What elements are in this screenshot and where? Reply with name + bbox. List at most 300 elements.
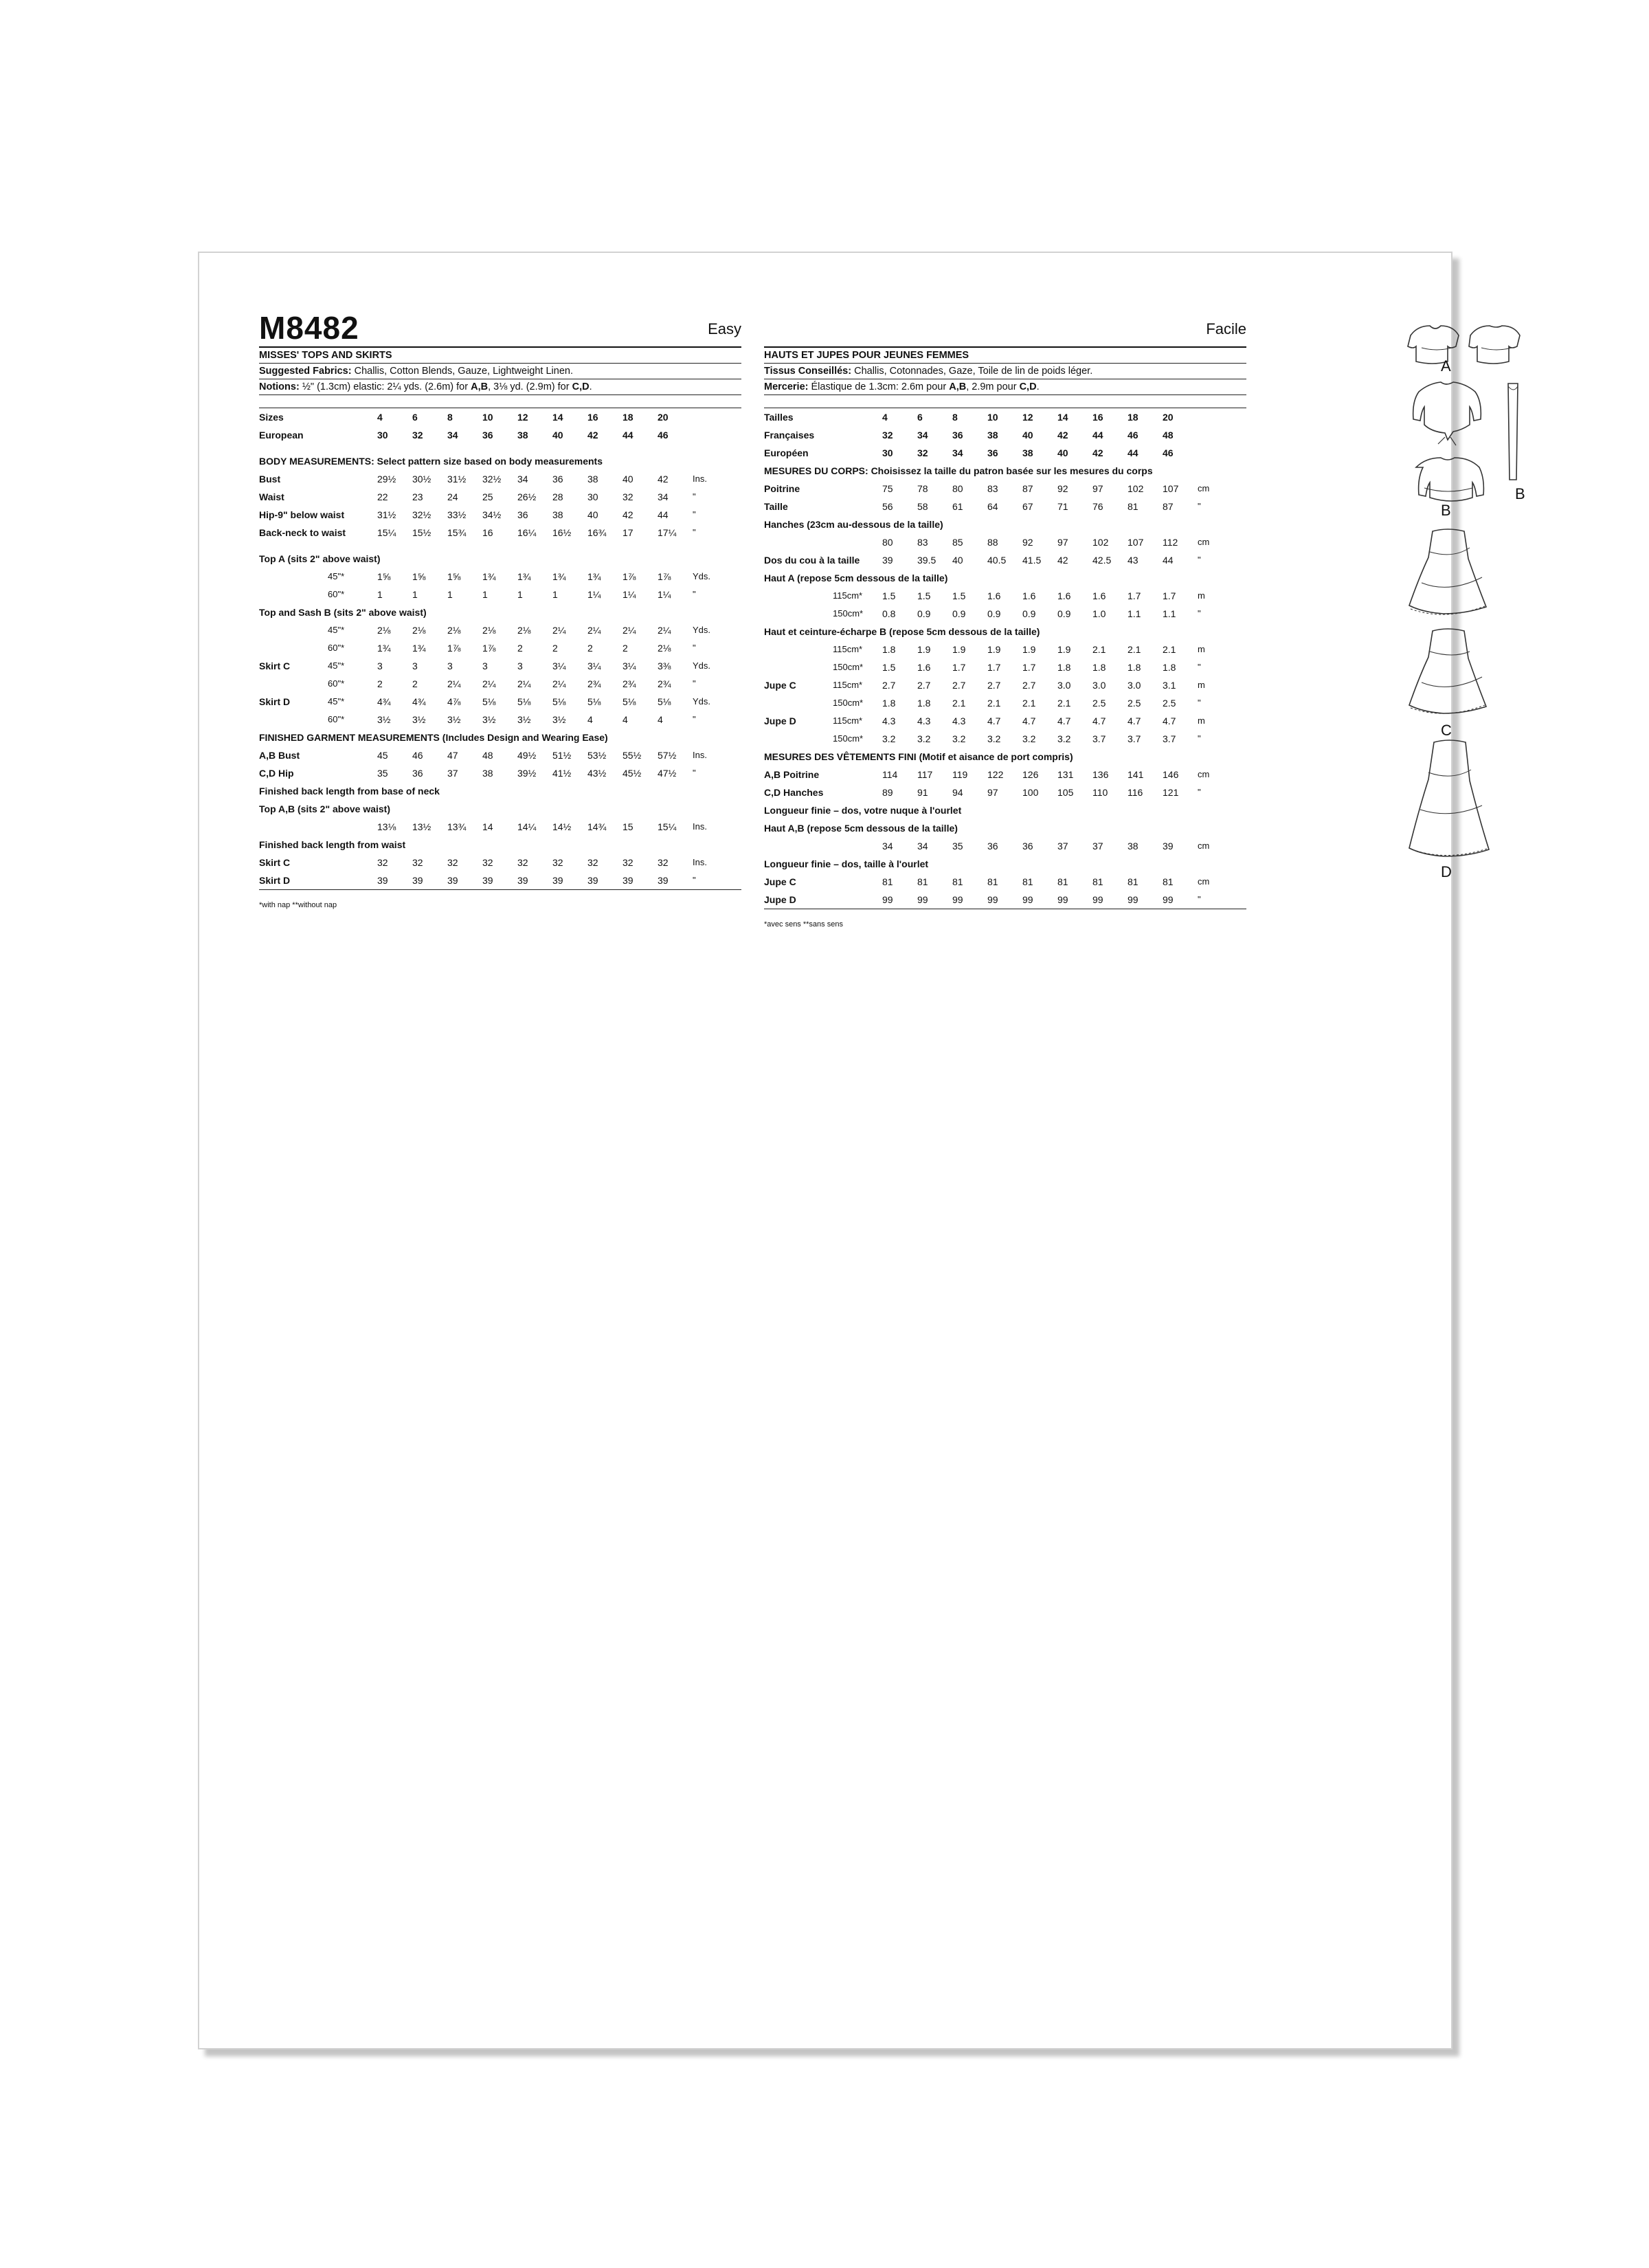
table-cell: 14 bbox=[482, 821, 493, 832]
french-column bbox=[764, 315, 1246, 929]
table-row bbox=[259, 488, 741, 506]
fabric-width bbox=[833, 891, 882, 909]
table-cell: 28 bbox=[552, 491, 563, 502]
table-row bbox=[764, 730, 1246, 748]
fabric-width: 150cm* bbox=[833, 662, 864, 672]
row-label: A,B Bust bbox=[259, 750, 300, 761]
table-cell: 30 bbox=[377, 430, 388, 441]
section-heading-row bbox=[259, 452, 741, 470]
table-row bbox=[764, 873, 1246, 891]
section-heading: Hanches (23cm au-dessous de la taille) bbox=[764, 519, 943, 530]
table-cell: 1 bbox=[552, 589, 558, 600]
table-row bbox=[259, 746, 741, 764]
table-cell: 2 bbox=[377, 678, 383, 689]
table-cell: 46 bbox=[1128, 430, 1138, 441]
view-illustrations bbox=[1405, 315, 1529, 913]
table-cell: 36 bbox=[517, 509, 528, 520]
row-label bbox=[259, 711, 328, 729]
table-cell: 31½ bbox=[447, 474, 467, 485]
row-label bbox=[764, 587, 833, 605]
table-cell: 39 bbox=[517, 875, 528, 886]
table-cell: 53½ bbox=[587, 750, 607, 761]
unit-label: cm bbox=[1198, 876, 1210, 887]
fabric-width: 45"* bbox=[328, 696, 345, 707]
table-cell: 37 bbox=[447, 768, 458, 779]
table-row bbox=[764, 837, 1246, 855]
fabric-width bbox=[328, 764, 377, 782]
table-cell: 2⅛ bbox=[517, 625, 531, 636]
row-label: C,D Hip bbox=[259, 768, 294, 779]
table-cell: 2¼ bbox=[622, 625, 636, 636]
skirt-d-back-icon bbox=[1434, 753, 1466, 755]
table-cell: 39½ bbox=[517, 768, 537, 779]
table-cell: 78 bbox=[917, 483, 928, 494]
table-cell: 2 bbox=[622, 643, 628, 654]
table-cell: 46 bbox=[1163, 447, 1174, 458]
table-cell: 2.7 bbox=[882, 680, 896, 691]
pattern-number: M8482 bbox=[259, 310, 359, 346]
row-label: Bust bbox=[259, 474, 281, 485]
section-heading-row bbox=[259, 836, 741, 854]
table-cell: 1¼ bbox=[658, 589, 671, 600]
table-cell: 81 bbox=[1128, 501, 1138, 512]
table-cell: 1.7 bbox=[1128, 590, 1141, 601]
table-cell: 10 bbox=[482, 412, 493, 423]
table-cell: 1.8 bbox=[917, 698, 931, 709]
table-cell: 2.1 bbox=[1092, 644, 1106, 655]
row-label bbox=[764, 658, 833, 676]
unit-label: Yds. bbox=[693, 660, 711, 671]
table-cell: 20 bbox=[658, 412, 669, 423]
table-cell: 1⅞ bbox=[447, 643, 461, 654]
table-row bbox=[259, 621, 741, 639]
unit-label: Ins. bbox=[693, 750, 707, 760]
unit-label: Yds. bbox=[693, 696, 711, 707]
unit-label bbox=[693, 426, 741, 444]
unit-label: " bbox=[693, 643, 696, 653]
table-cell: 3 bbox=[377, 660, 383, 671]
row-label bbox=[259, 818, 328, 836]
table-cell: 38 bbox=[482, 768, 493, 779]
table-cell: 34 bbox=[952, 447, 963, 458]
table-cell: 112 bbox=[1163, 537, 1178, 548]
row-label: Waist bbox=[259, 491, 284, 502]
table-cell: 1.1 bbox=[1128, 608, 1141, 619]
fabric-width bbox=[833, 498, 882, 515]
table-cell: 126 bbox=[1022, 769, 1039, 780]
unit-label: " bbox=[1198, 662, 1201, 672]
table-cell: 3¼ bbox=[622, 660, 636, 671]
table-cell: 3.7 bbox=[1128, 733, 1141, 744]
fabrics-text: Challis, Cotonnades, Gaze, Toile de lin de poids léger. bbox=[854, 366, 1093, 377]
table-cell: 36 bbox=[987, 447, 998, 458]
table-cell: 49½ bbox=[517, 750, 537, 761]
row-label bbox=[764, 641, 833, 658]
section-heading: BODY MEASUREMENTS: Select pattern size based on body measurements bbox=[259, 456, 603, 467]
table-cell: 2.7 bbox=[1022, 680, 1036, 691]
table-cell: 36 bbox=[552, 474, 563, 485]
table-cell: 4¾ bbox=[377, 696, 391, 707]
table-row bbox=[259, 586, 741, 603]
table-cell: 3.2 bbox=[917, 733, 931, 744]
table-cell: 92 bbox=[1057, 483, 1068, 494]
table-cell: 2⅛ bbox=[377, 625, 391, 636]
section-heading: Top A (sits 2" above waist) bbox=[259, 553, 381, 564]
table-cell: 36 bbox=[1022, 841, 1033, 852]
section-heading-row bbox=[764, 462, 1246, 480]
row-label: European bbox=[259, 430, 304, 441]
table-cell: 1.5 bbox=[952, 590, 966, 601]
fabric-width bbox=[833, 533, 882, 551]
table-cell: 39 bbox=[1163, 841, 1174, 852]
fabric-width: 150cm* bbox=[833, 733, 864, 744]
table-cell: 4.7 bbox=[1092, 715, 1106, 726]
table-cell: 16 bbox=[587, 412, 598, 423]
size-header-row bbox=[259, 408, 741, 426]
table-cell: 41½ bbox=[552, 768, 572, 779]
table-cell: 3 bbox=[482, 660, 488, 671]
table-cell: 3.2 bbox=[987, 733, 1001, 744]
row-label: C,D Hanches bbox=[764, 787, 824, 798]
table-cell: 91 bbox=[917, 787, 928, 798]
section-heading-row bbox=[259, 603, 741, 621]
table-cell: 3.2 bbox=[1057, 733, 1071, 744]
table-cell: 14 bbox=[552, 412, 563, 423]
table-cell: 4.3 bbox=[882, 715, 896, 726]
table-cell: 1¾ bbox=[587, 571, 601, 582]
table-cell: 1 bbox=[412, 589, 418, 600]
unit-label bbox=[1198, 408, 1246, 426]
table-cell: 18 bbox=[622, 412, 633, 423]
suggested-fabrics bbox=[259, 364, 741, 379]
table-cell: 116 bbox=[1128, 787, 1143, 798]
table-cell: 1 bbox=[377, 589, 383, 600]
rule bbox=[259, 889, 741, 890]
table-cell: 1.5 bbox=[882, 590, 896, 601]
table-cell: 87 bbox=[1163, 501, 1174, 512]
table-cell: 39 bbox=[377, 875, 388, 886]
unit-label: cm bbox=[1198, 537, 1210, 547]
table-row bbox=[259, 854, 741, 871]
table-cell: 3.2 bbox=[882, 733, 896, 744]
unit-label: " bbox=[1198, 698, 1201, 708]
table-cell: 41.5 bbox=[1022, 555, 1042, 566]
table-cell: 3 bbox=[447, 660, 453, 671]
table-cell: 81 bbox=[952, 876, 963, 887]
section-heading: Finished back length from waist bbox=[259, 839, 406, 850]
table-cell: 46 bbox=[412, 750, 423, 761]
fabric-width bbox=[328, 470, 377, 488]
table-cell: 44 bbox=[622, 430, 633, 441]
table-cell: 99 bbox=[1022, 894, 1033, 905]
table-cell: 16 bbox=[482, 527, 493, 538]
table-cell: 131 bbox=[1057, 769, 1074, 780]
table-cell: 32 bbox=[447, 857, 458, 868]
table-cell: 1.5 bbox=[882, 662, 896, 673]
row-label bbox=[764, 605, 833, 623]
table-cell: 14¼ bbox=[517, 821, 537, 832]
table-cell: 3.0 bbox=[1128, 680, 1141, 691]
view-letter-c: C bbox=[1441, 722, 1452, 739]
table-cell: 39 bbox=[552, 875, 563, 886]
notions-text: , 2.9m pour bbox=[966, 381, 1017, 392]
row-label bbox=[764, 730, 833, 748]
table-cell: 2.1 bbox=[1163, 644, 1176, 655]
table-cell: 47 bbox=[447, 750, 458, 761]
table-cell: 1 bbox=[517, 589, 523, 600]
section-heading-row bbox=[259, 800, 741, 818]
table-cell: 110 bbox=[1092, 787, 1108, 798]
table-cell: 4 bbox=[658, 714, 663, 725]
table-cell: 1.7 bbox=[952, 662, 966, 673]
table-cell: 44 bbox=[658, 509, 669, 520]
row-label bbox=[259, 586, 328, 603]
table-cell: 32 bbox=[622, 491, 633, 502]
row-label: Skirt C bbox=[259, 660, 291, 671]
table-cell: 13½ bbox=[412, 821, 431, 832]
table-cell: 20 bbox=[1163, 412, 1174, 423]
table-cell: 56 bbox=[882, 501, 893, 512]
table-cell: 39 bbox=[412, 875, 423, 886]
table-cell: 3½ bbox=[377, 714, 391, 725]
unit-label: " bbox=[693, 527, 696, 537]
table-cell: 47½ bbox=[658, 768, 677, 779]
table-cell: 3.1 bbox=[1163, 680, 1176, 691]
table-row bbox=[764, 498, 1246, 515]
table-cell: 38 bbox=[987, 430, 998, 441]
table-row bbox=[764, 891, 1246, 909]
fabric-width bbox=[328, 818, 377, 836]
table-cell: 119 bbox=[952, 769, 968, 780]
table-cell: 3.7 bbox=[1163, 733, 1176, 744]
table-row bbox=[764, 551, 1246, 569]
top-a-front-back-icon bbox=[1408, 326, 1520, 364]
table-cell: 6 bbox=[412, 412, 418, 423]
skirt-c-back-icon bbox=[1409, 629, 1486, 713]
size-header-row bbox=[764, 444, 1246, 462]
difficulty-label: Easy bbox=[708, 320, 741, 337]
table-cell: 1.8 bbox=[1057, 662, 1071, 673]
table-cell: 18 bbox=[1128, 412, 1138, 423]
table-cell: 5⅛ bbox=[587, 696, 601, 707]
table-cell: 37 bbox=[1092, 841, 1103, 852]
table-cell: 40 bbox=[622, 474, 633, 485]
table-cell: 2⅛ bbox=[482, 625, 496, 636]
table-cell: 61 bbox=[952, 501, 963, 512]
table-cell: 42 bbox=[622, 509, 633, 520]
table-cell: 3½ bbox=[517, 714, 531, 725]
table-cell: 32 bbox=[482, 857, 493, 868]
table-cell: 1.8 bbox=[1163, 662, 1176, 673]
unit-label: cm bbox=[1198, 483, 1210, 493]
row-label: A,B Poitrine bbox=[764, 769, 820, 780]
table-cell: 42.5 bbox=[1092, 555, 1112, 566]
table-cell: 37 bbox=[1057, 841, 1068, 852]
table-cell: 1.5 bbox=[917, 590, 931, 601]
table-cell: 34 bbox=[882, 841, 893, 852]
table-cell: 71 bbox=[1057, 501, 1068, 512]
table-cell: 2¼ bbox=[587, 625, 601, 636]
table-cell: 26½ bbox=[517, 491, 537, 502]
table-cell: 1.9 bbox=[1022, 644, 1036, 655]
table-cell: 4.7 bbox=[987, 715, 1001, 726]
section-heading: MESURES DES VÊTEMENTS FINI (Motif et aisance de port compris) bbox=[764, 751, 1073, 762]
view-letter-b-sash: B bbox=[1515, 485, 1525, 502]
notions-end: . bbox=[1036, 381, 1040, 392]
table-cell: 32 bbox=[587, 857, 598, 868]
size-header-row bbox=[764, 426, 1246, 444]
table-cell: 85 bbox=[952, 537, 963, 548]
unit-label: m bbox=[1198, 680, 1205, 690]
top-b-back-icon bbox=[1416, 458, 1483, 501]
table-cell: 64 bbox=[987, 501, 998, 512]
row-label: Dos du cou à la taille bbox=[764, 555, 860, 566]
table-cell: 15¼ bbox=[658, 821, 677, 832]
notions-label: Notions: bbox=[259, 381, 300, 392]
fabric-width: 60"* bbox=[328, 714, 345, 724]
unit-label: m bbox=[1198, 644, 1205, 654]
table-cell: 2.5 bbox=[1128, 698, 1141, 709]
table-cell: 107 bbox=[1128, 537, 1144, 548]
row-label bbox=[259, 675, 328, 693]
table-cell: 2¼ bbox=[658, 625, 671, 636]
table-cell: 3.0 bbox=[1057, 680, 1071, 691]
fabrics-label: Tissus Conseillés: bbox=[764, 366, 852, 377]
table-cell: 58 bbox=[917, 501, 928, 512]
table-cell: 105 bbox=[1057, 787, 1074, 798]
table-cell: 89 bbox=[882, 787, 893, 798]
size-header-row bbox=[764, 408, 1246, 426]
table-cell: 2¼ bbox=[552, 678, 566, 689]
table-cell: 1¾ bbox=[552, 571, 566, 582]
english-title-row bbox=[259, 310, 741, 346]
table-cell: 5⅛ bbox=[552, 696, 566, 707]
section-heading-row bbox=[764, 623, 1246, 641]
table-cell: 32½ bbox=[412, 509, 431, 520]
table-cell: 16 bbox=[1092, 412, 1103, 423]
french-title-row bbox=[764, 315, 1246, 346]
table-cell: 12 bbox=[1022, 412, 1033, 423]
table-cell: 146 bbox=[1163, 769, 1179, 780]
table-cell: 40 bbox=[1057, 447, 1068, 458]
table-cell: 4 bbox=[622, 714, 628, 725]
table-row bbox=[259, 657, 741, 675]
table-cell: 1⅝ bbox=[377, 571, 391, 582]
unit-label: " bbox=[693, 875, 696, 885]
table-cell: 23 bbox=[412, 491, 423, 502]
table-cell: 2.5 bbox=[1092, 698, 1106, 709]
unit-label: Yds. bbox=[693, 571, 711, 581]
table-cell: 57½ bbox=[658, 750, 677, 761]
fabric-width bbox=[833, 426, 882, 444]
unit-label: " bbox=[693, 768, 696, 778]
table-cell: 2⅛ bbox=[658, 643, 671, 654]
table-cell: 3.2 bbox=[952, 733, 966, 744]
fabric-width bbox=[833, 766, 882, 783]
table-cell: 0.9 bbox=[1022, 608, 1036, 619]
table-cell: 2⅛ bbox=[412, 625, 426, 636]
table-cell: 81 bbox=[1022, 876, 1033, 887]
table-cell: 32 bbox=[517, 857, 528, 868]
table-row bbox=[259, 711, 741, 729]
table-cell: 38 bbox=[587, 474, 598, 485]
table-cell: 1.0 bbox=[1092, 608, 1106, 619]
row-label: Skirt C bbox=[259, 857, 291, 868]
section-heading: Haut et ceinture-écharpe B (repose 5cm dessous de la taille) bbox=[764, 626, 1040, 637]
notions-views: C,D bbox=[1019, 381, 1037, 392]
table-cell: 36 bbox=[482, 430, 493, 441]
table-cell: 0.9 bbox=[987, 608, 1001, 619]
table-row bbox=[764, 480, 1246, 498]
table-cell: 32½ bbox=[482, 474, 502, 485]
table-cell: 40 bbox=[552, 430, 563, 441]
table-cell: 97 bbox=[1092, 483, 1103, 494]
table-cell: 1.7 bbox=[1163, 590, 1176, 601]
row-label: Jupe D bbox=[764, 894, 796, 905]
table-cell: 2 bbox=[517, 643, 523, 654]
fabric-width: 150cm* bbox=[833, 608, 864, 619]
table-cell: 81 bbox=[917, 876, 928, 887]
unit-label: " bbox=[1198, 501, 1201, 511]
table-cell: 34 bbox=[517, 474, 528, 485]
notions-views: A,B bbox=[471, 381, 489, 392]
section-heading: Finished back length from base of neck bbox=[259, 786, 440, 797]
fabric-width: 60"* bbox=[328, 643, 345, 653]
table-cell: 1.6 bbox=[1022, 590, 1036, 601]
table-cell: 38 bbox=[1128, 841, 1138, 852]
table-cell: 16¼ bbox=[517, 527, 537, 538]
table-cell: 39 bbox=[622, 875, 633, 886]
table-cell: 80 bbox=[882, 537, 893, 548]
table-cell: 14¾ bbox=[587, 821, 607, 832]
table-cell: 67 bbox=[1022, 501, 1033, 512]
table-cell: 97 bbox=[987, 787, 998, 798]
table-cell: 16½ bbox=[552, 527, 572, 538]
table-row bbox=[764, 712, 1246, 730]
table-cell: 5⅛ bbox=[622, 696, 636, 707]
table-cell: 5⅛ bbox=[482, 696, 496, 707]
table-cell: 2.1 bbox=[1128, 644, 1141, 655]
section-heading: Longueur finie – dos, votre nuque à l'ourlet bbox=[764, 805, 962, 816]
table-cell: 1.9 bbox=[1057, 644, 1071, 655]
unit-label: " bbox=[1198, 608, 1201, 619]
table-cell: 32 bbox=[412, 430, 423, 441]
table-cell: 2¼ bbox=[447, 678, 461, 689]
table-cell: 1⅞ bbox=[622, 571, 636, 582]
notions bbox=[764, 379, 1246, 394]
section-heading-row bbox=[764, 855, 1246, 873]
table-cell: 17 bbox=[622, 527, 633, 538]
table-row bbox=[259, 871, 741, 889]
size-header-row bbox=[259, 426, 741, 444]
table-cell: 1.6 bbox=[917, 662, 931, 673]
table-cell: 40 bbox=[587, 509, 598, 520]
table-cell: 39.5 bbox=[917, 555, 936, 566]
table-cell: 10 bbox=[987, 412, 998, 423]
row-label: Jupe D bbox=[764, 715, 796, 726]
footnote: *with nap **without nap bbox=[259, 901, 337, 909]
unit-label: " bbox=[1198, 555, 1201, 565]
table-row bbox=[259, 506, 741, 524]
table-cell: 102 bbox=[1092, 537, 1109, 548]
table-row bbox=[259, 639, 741, 657]
table-row bbox=[764, 766, 1246, 783]
table-cell: 99 bbox=[882, 894, 893, 905]
table-cell: 30½ bbox=[412, 474, 431, 485]
row-label: Poitrine bbox=[764, 483, 800, 494]
table-cell: 83 bbox=[987, 483, 998, 494]
table-cell: 43½ bbox=[587, 768, 607, 779]
